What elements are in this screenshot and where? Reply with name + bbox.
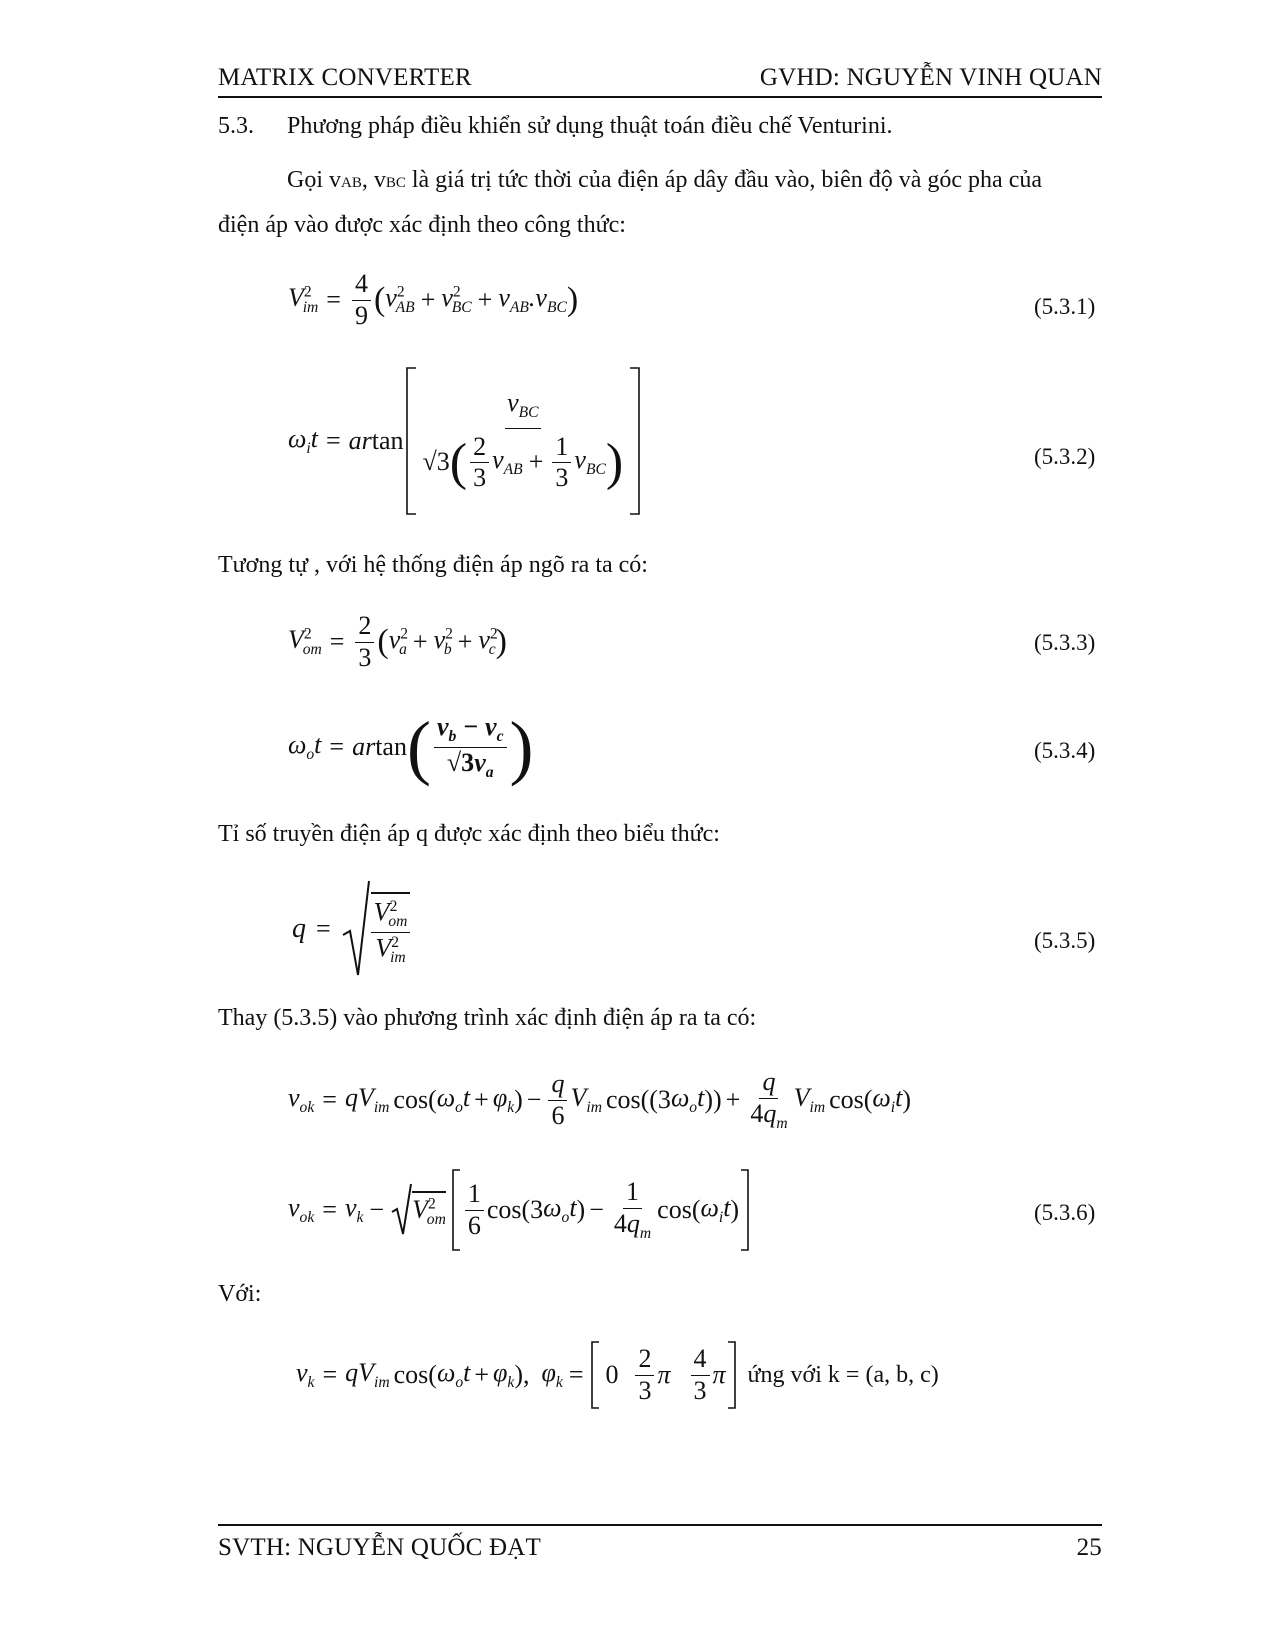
equation-number-5-3-2: (5.3.2) [1034,444,1096,469]
paragraph-ratio: Tỉ số truyền điện áp q được xác định theo biểu thức: [218,821,720,847]
equation-5-3-5: q = $\frac{V^2_{om}}{V^2_{im}}$ [292,878,413,980]
sqrt-sign-icon [341,879,371,979]
footer-left: SVTH: NGUYỄN QUỐC ĐẠT [218,1534,541,1561]
equation-5-3-6-line-1: $v_{ok}$ = $qV_{im}$ cos( $\omega_ot$ + $\varphi_k$ ) − $\frac{q}{6}$ $V_{im}$ cos((3 $\omega_ot$ )) + $\frac{q}{4q_m}$ $V_{im}$ cos( $\omega_it$ ) [288,1067,912,1132]
equation-5-3-3: $V^2_{om}$ = $\frac{2}{3}$ ( $v^2_a$ + $v^2_b$ + $v^2_c$ ) [288,610,507,672]
paragraph-with: Với: [218,1281,262,1307]
right-bracket-icon-3 [726,1340,738,1410]
sqrt-sign-icon-2 [390,1182,412,1238]
footer-rule [218,1524,1102,1526]
equation-number-5-3-3: (5.3.3) [1034,630,1096,655]
paragraph-output-system: Tương tự , với hệ thống điện áp ngõ ra ta có: [218,552,648,578]
paragraph-intro: Gọi vAB, vBC là giá trị tức thời của điện áp dây đầu vào, biên độ và góc pha của [287,167,1042,193]
left-bracket-icon-3 [589,1340,601,1410]
equation-5-3-4: $\omega_ot$ = ar tan ( $\frac{v_b - v_c}{√3v_a}$ ) [288,707,534,787]
right-bracket-icon-2 [739,1168,751,1252]
right-bracket-icon [628,366,642,516]
equation-5-3-6-line-2: $v_{ok}$ = $v_k$ − $V^2_{om}$ $\frac{1}{6}$ cos(3 $\omega_ot$ ) − $\frac{1}{4q_m}$ cos( $\omega_it$ ) [288,1168,751,1252]
paragraph-k-range: ứng với k = (a, b, c) [747,1362,939,1388]
equation-vk-definition: $v_k$ = $qV_{im}$ cos( $\omega_ot$ + $\varphi_k$ ), $\varphi_k$ = 0 $\frac{2}{3}$ π $\frac{4}{3}$ π ứng với k = (a, b, c) [296,1338,939,1412]
section-number: 5.3. [218,113,254,139]
left-bracket-icon-2 [450,1168,462,1252]
paragraph-intro-line2: điện áp vào được xác định theo công thức: [218,212,626,238]
equation-number-5-3-6: (5.3.6) [1034,1200,1096,1225]
left-bracket-icon [404,366,418,516]
page-number: 25 [1076,1534,1102,1561]
equation-5-3-2: $\omega_it$ = ar tan $v_{BC}$ √3 ( $\frac{2}{3}$ $v_{AB}$ + $\frac{1}{3}$ $v_{BC}$ ) [288,366,642,516]
header-left: MATRIX CONVERTER [218,64,472,91]
equation-5-3-1: $V^2_{im}$ = $\frac{4}{9}$ ( $v^2_{AB}$ + $v^2_{BC}$ + $v_{AB}.v_{BC}$ ) [288,268,579,330]
equation-number-5-3-4: (5.3.4) [1034,738,1096,763]
equation-number-5-3-5: (5.3.5) [1034,928,1096,953]
section-title: Phương pháp điều khiển sử dụng thuật toán điều chế Venturini. [287,113,893,139]
header-rule [218,96,1102,98]
paragraph-substitute: Thay (5.3.5) vào phương trình xác định điện áp ra ta có: [218,1005,757,1031]
header-right: GVHD: NGUYỄN VINH QUAN [759,64,1102,91]
equation-number-5-3-1: (5.3.1) [1034,294,1096,319]
